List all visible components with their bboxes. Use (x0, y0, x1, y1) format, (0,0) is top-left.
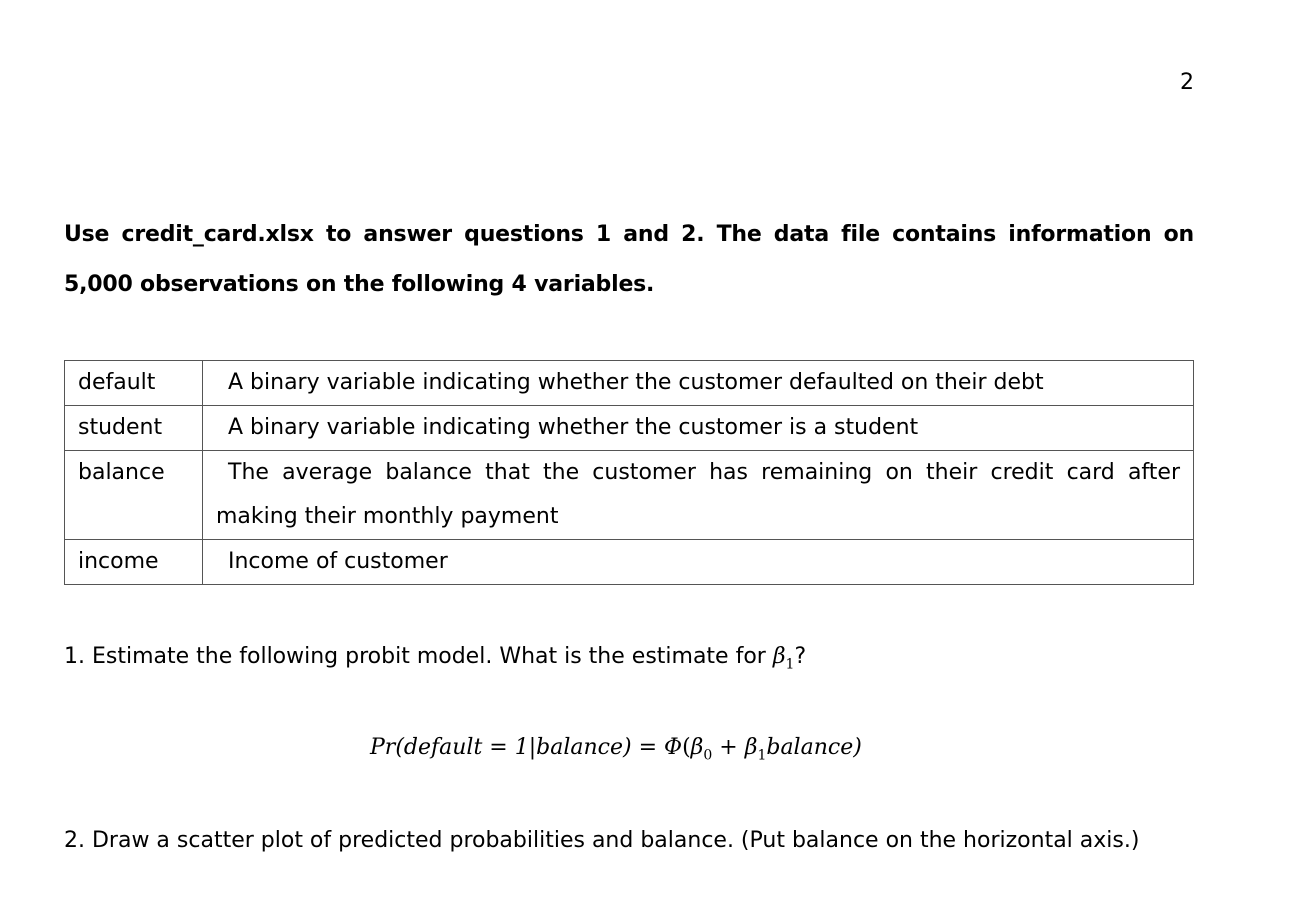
variable-description-text: A binary variable indicating whether the customer is a student (228, 415, 919, 440)
question-1-text: 1. Estimate the following probit model. What is the estimate for (64, 644, 773, 669)
equation-tail: balance) (766, 735, 862, 760)
question-1-end: ? (794, 644, 807, 669)
variable-name: balance (65, 451, 203, 540)
variable-name: default (65, 361, 203, 406)
variables-table (64, 360, 1194, 585)
variable-description-text: Income of customer (228, 549, 448, 574)
question-1 (64, 642, 1214, 679)
variable-description (203, 540, 1194, 585)
variable-description-text: A binary variable indicating whether the customer defaulted on their debt (228, 370, 1044, 395)
variable-description-line2: making their monthly payment (216, 504, 559, 529)
beta-0: $\beta_0$ (690, 735, 713, 764)
table-row (65, 361, 1194, 406)
intro-paragraph: Use credit_card.xlsx to answer questions 1 and 2. The data file contains information on 5,000 observations on the following 4 variables. (64, 222, 1194, 297)
variable-description (203, 451, 1194, 540)
variable-description-line1: The average balance that the customer has remaining on their credit card after (228, 460, 1180, 485)
beta-1-symbol: $\beta_1$ (772, 644, 795, 673)
phi-symbol: Φ (664, 735, 683, 760)
variable-description (203, 406, 1194, 451)
question-2: 2. Draw a scatter plot of predicted probabilities and balance. (Put balance on the horizontal axis.) (64, 828, 1140, 853)
variable-name: student (65, 406, 203, 451)
table-row (65, 406, 1194, 451)
equation-lhs: Pr(default = 1|balance) = (370, 735, 665, 760)
equation-open-paren: ( (682, 735, 691, 760)
page-number: 2 (1180, 70, 1194, 95)
variable-name: income (65, 540, 203, 585)
table-row (65, 451, 1194, 540)
probit-equation (370, 732, 930, 771)
variable-description (203, 361, 1194, 406)
beta-1: $\beta_1$ (744, 735, 767, 764)
equation-plus: + (712, 735, 745, 760)
table-row (65, 540, 1194, 585)
